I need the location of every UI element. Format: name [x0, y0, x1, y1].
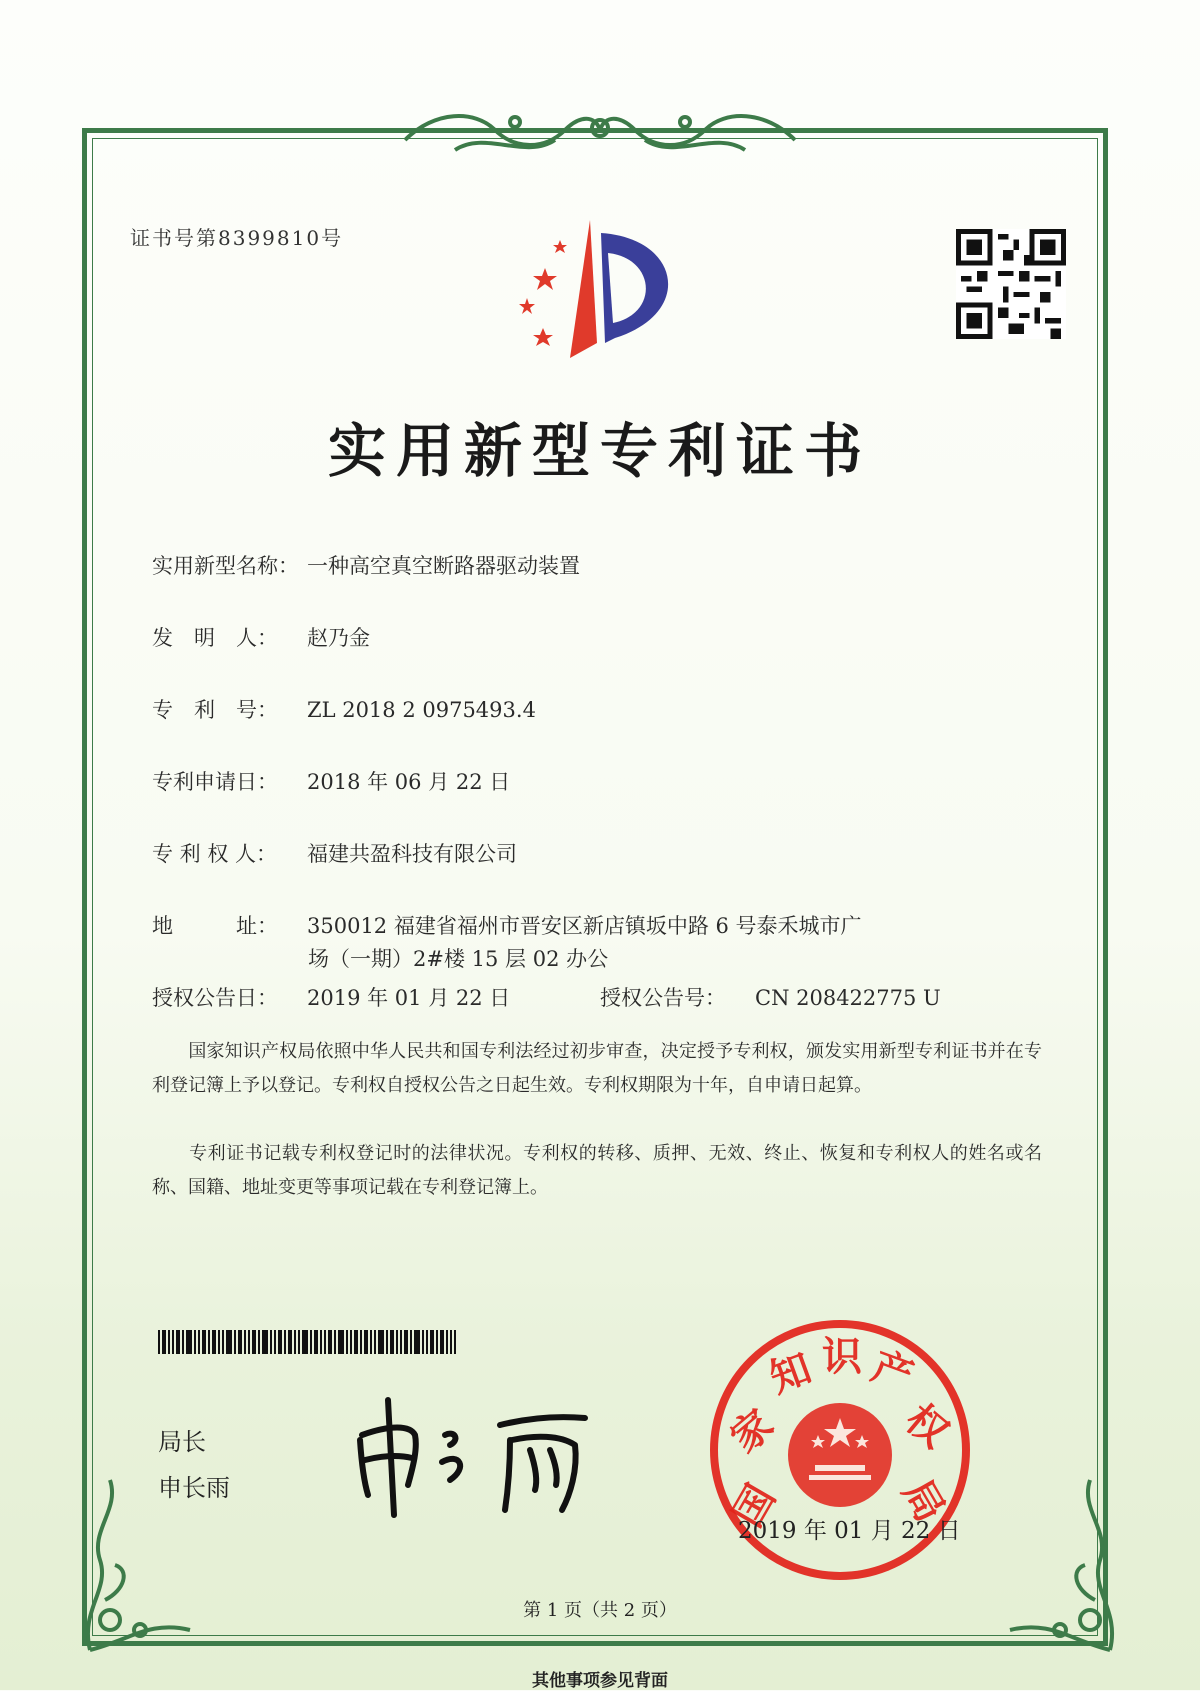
utility-model-name-label: 实用新型名称： — [152, 554, 299, 578]
svg-text:权: 权 — [896, 1396, 957, 1458]
grant-number-row — [600, 982, 941, 1012]
inventor-row — [152, 622, 370, 652]
legal-status-paragraph: 专利证书记载专利权登记时的法律状况。专利权的转移、质押、无效、终止、恢复和专利权人的姓名或名称、国籍、地址变更等事项记载在专利登记簿上。 — [152, 1143, 1042, 1198]
grant-statement-paragraph: 国家知识产权局依照中华人民共和国专利法经过初步审查，决定授予专利权，颁发实用新型专利证书并在专利登记簿上予以登记。专利权自授权公告之日起生效。专利权期限为十年，自申请日起算。 — [152, 1041, 1042, 1096]
grant-date-value: 2019 年 01 月 22 日 — [307, 986, 511, 1010]
inventor-label: 发 明 人： — [152, 626, 278, 650]
svg-text:家: 家 — [722, 1401, 783, 1463]
patent-office-emblem-icon — [505, 218, 695, 363]
svg-text:知: 知 — [764, 1345, 818, 1403]
certificate-title: 实用新型专利证书 — [327, 417, 872, 485]
filing-date-label: 专利申请日： — [152, 770, 278, 794]
address-value-line2: 场（一期）2#楼 15 层 02 办公 — [308, 947, 609, 971]
svg-text:产: 产 — [865, 1343, 919, 1401]
patentee-value: 福建共盈科技有限公司 — [307, 842, 517, 866]
patentee-row — [152, 838, 517, 868]
page-number: 第 1 页（共 2 页） — [523, 1600, 677, 1621]
patent-number-row — [152, 694, 536, 724]
qr-code-icon — [956, 229, 1066, 339]
address-label: 地 址： — [152, 914, 278, 938]
svg-text:局: 局 — [893, 1472, 954, 1530]
bottom-right-ornament-icon — [1000, 1470, 1130, 1660]
grant-date-label: 授权公告日： — [152, 986, 278, 1010]
handwritten-signature — [350, 1390, 600, 1520]
patent-number-label: 专 利 号： — [152, 698, 278, 722]
utility-model-name-row — [152, 550, 580, 580]
top-ornament-icon — [395, 100, 805, 164]
seal-date: 2019 年 01 月 22 日 — [738, 1518, 961, 1544]
utility-model-name-value: 一种高空真空断路器驱动装置 — [307, 554, 580, 578]
svg-text:识: 识 — [822, 1334, 862, 1380]
signer-name: 申长雨 — [158, 1474, 230, 1502]
grant-number-label: 授权公告号： — [600, 986, 726, 1010]
signer-title: 局长 — [158, 1428, 206, 1456]
patentee-label: 专 利 权 人： — [152, 842, 278, 866]
patent-number-value: ZL 2018 2 0975493.4 — [307, 698, 536, 722]
address-value-line1: 350012 福建省福州市晋安区新店镇坂中路 6 号泰禾城市广 — [307, 914, 862, 938]
certificate-number: 证书号第8399810号 — [130, 226, 344, 250]
filing-date-row — [152, 766, 510, 796]
address-row — [152, 910, 862, 940]
footer-note: 其他事项参见背面 — [532, 1671, 668, 1691]
inventor-value: 赵乃金 — [307, 626, 370, 650]
grant-date-row — [152, 982, 510, 1012]
filing-date-value: 2018 年 06 月 22 日 — [307, 770, 511, 794]
svg-text:国: 国 — [724, 1477, 785, 1535]
barcode-icon — [158, 1330, 456, 1354]
grant-number-value: CN 208422775 U — [755, 986, 941, 1010]
